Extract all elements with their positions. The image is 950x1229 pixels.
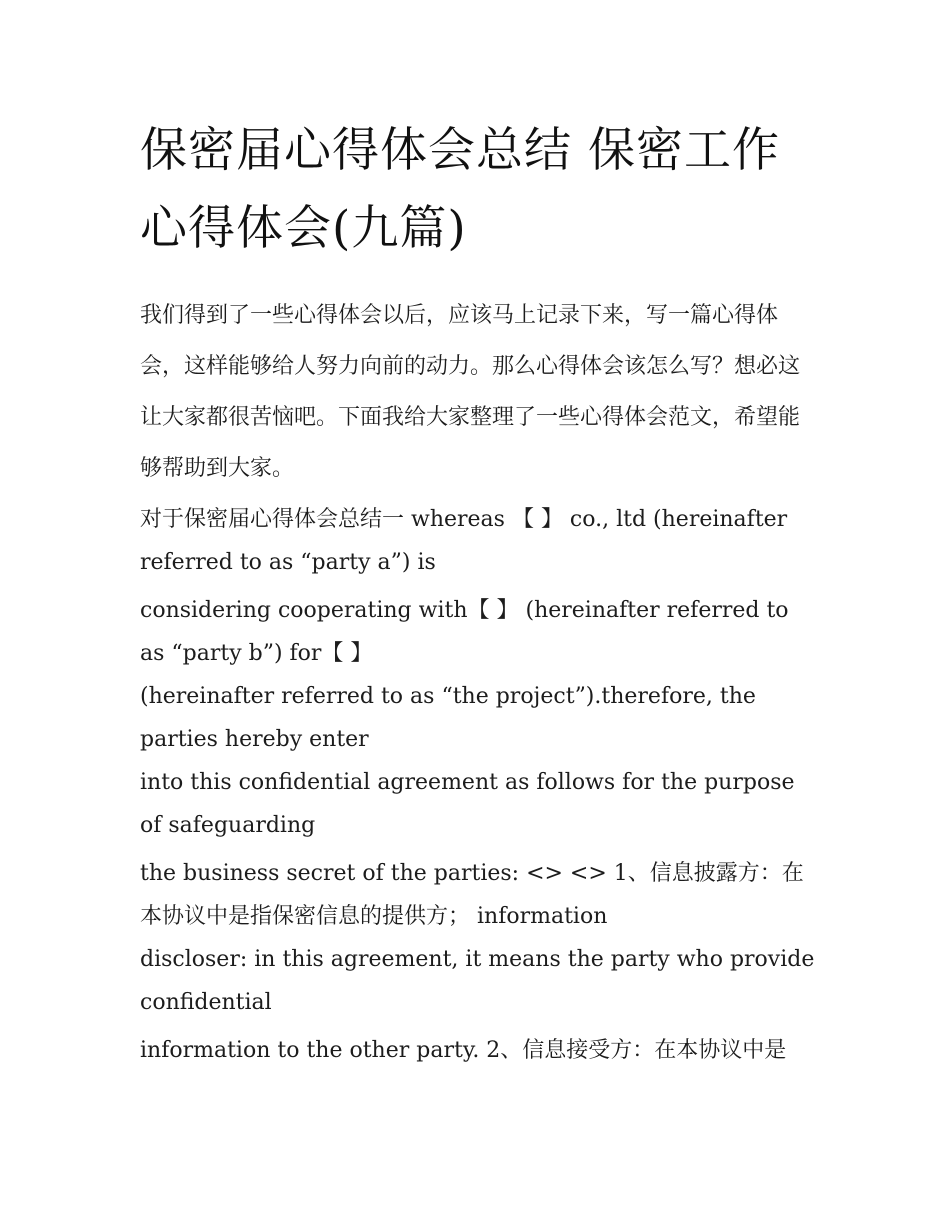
document-title: 保密届心得体会总结 保密工作心得体会(九篇) bbox=[140, 123, 780, 256]
body-paragraph: 对于保密届心得体会总结一 whereas 【 】 co., ltd (hereinafter referred to as “party a”) is bbox=[140, 507, 788, 575]
body-paragraph: the business secret of the parties: <> <> 1、信息披露方：在本协议中是指保密信息的提供方； information bbox=[140, 861, 804, 929]
body-paragraph: information to the other party. 2、信息接受方：在本协议中是 bbox=[140, 1038, 787, 1063]
body-paragraph: into this confidential agreement as follows for the purpose of safeguarding bbox=[140, 770, 795, 838]
body-paragraph: discloser: in this agreement, it means the party who provide confidential bbox=[140, 947, 815, 1015]
document-body bbox=[140, 112, 816, 1072]
intro-paragraph: 我们得到了一些心得体会以后，应该马上记录下来，写一篇心得体会，这样能够给人努力向前的动力。那么心得体会该怎么写？想必这让大家都很苦恼吧。下面我给大家整理了一些心得体会范文，希望能够帮助到大家。 bbox=[140, 303, 801, 481]
body-paragraph: considering cooperating with【 】 (hereinafter referred to as “party b”) for【 】 bbox=[140, 598, 789, 666]
body-paragraph: (hereinafter referred to as “the project”).therefore, the parties hereby enter bbox=[140, 684, 756, 752]
